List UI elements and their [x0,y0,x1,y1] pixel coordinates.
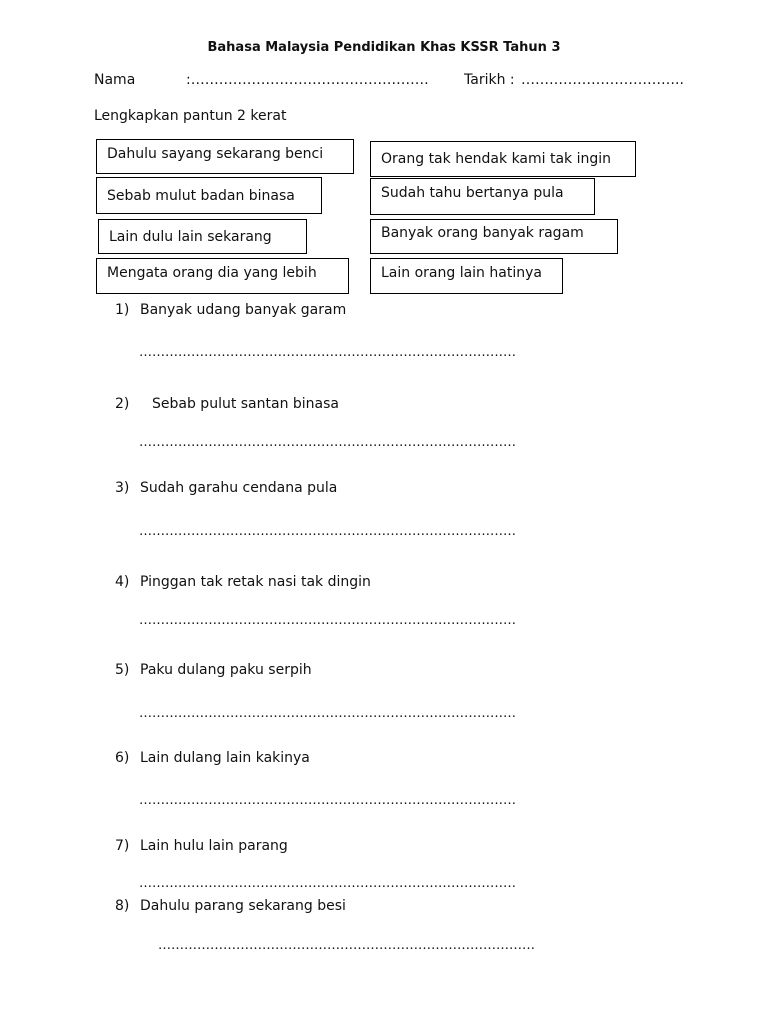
answer-line[interactable]: …………………………………………………………………………… [139,435,516,450]
option-label: Orang tak hendak kami tak ingin [381,151,612,167]
question-text: Sebab pulut santan binasa [152,396,340,412]
question-number: 1) [115,302,130,318]
answer-line[interactable]: …………………………………………………………………………… [139,613,516,628]
question-text: Pinggan tak retak nasi tak dingin [140,574,371,590]
answer-line[interactable]: …………………………………………………………………………… [139,706,516,721]
question-text: Dahulu parang sekarang besi [140,898,346,914]
option-box [96,139,354,174]
option-label: Lain dulu lain sekarang [109,228,272,245]
option-label: Banyak orang banyak ragam [381,225,584,241]
answer-line[interactable]: …………………………………………………………………………… [139,345,516,360]
option-box [96,177,322,214]
question-number: 7) [115,838,130,854]
question-number: 2) [115,396,130,412]
tarikh-line[interactable]: …………………………….. [521,72,684,88]
option-label: Sebab mulut badan binasa [107,187,295,204]
option-label: Mengata orang dia yang lebih [107,265,317,281]
question-number: 4) [115,574,130,590]
question-number: 3) [115,480,130,496]
option-box [96,258,349,294]
question-text: Lain dulang lain kakinya [140,750,310,766]
option-box [98,219,307,254]
question-number: 5) [115,662,130,678]
instruction: Lengkapkan pantun 2 kerat [94,108,287,124]
answer-line[interactable]: …………………………………………………………………………… [158,938,535,953]
option-box [370,178,595,215]
option-label: Lain orang lain hatinya [381,265,542,281]
question-number: 6) [115,750,130,766]
nama-line[interactable]: :…………………………………………… [186,72,429,88]
worksheet-title: Bahasa Malaysia Pendidikan Khas KSSR Tahun 3 [207,40,561,55]
tarikh-label: Tarikh : [464,72,515,88]
answer-line[interactable]: …………………………………………………………………………… [139,793,516,808]
question-text: Banyak udang banyak garam [140,302,347,318]
question-text: Sudah garahu cendana pula [140,480,338,496]
question-text: Paku dulang paku serpih [140,662,312,678]
nama-label: Nama [94,72,136,88]
answer-line[interactable]: …………………………………………………………………………… [139,524,516,539]
option-label: Dahulu sayang sekarang benci [107,146,324,162]
option-box [370,258,563,294]
option-box [370,219,618,254]
answer-line[interactable]: …………………………………………………………………………… [139,876,516,891]
question-text: Lain hulu lain parang [140,838,288,854]
option-label: Sudah tahu bertanya pula [381,185,564,201]
option-box [370,141,636,177]
question-number: 8) [115,898,130,914]
